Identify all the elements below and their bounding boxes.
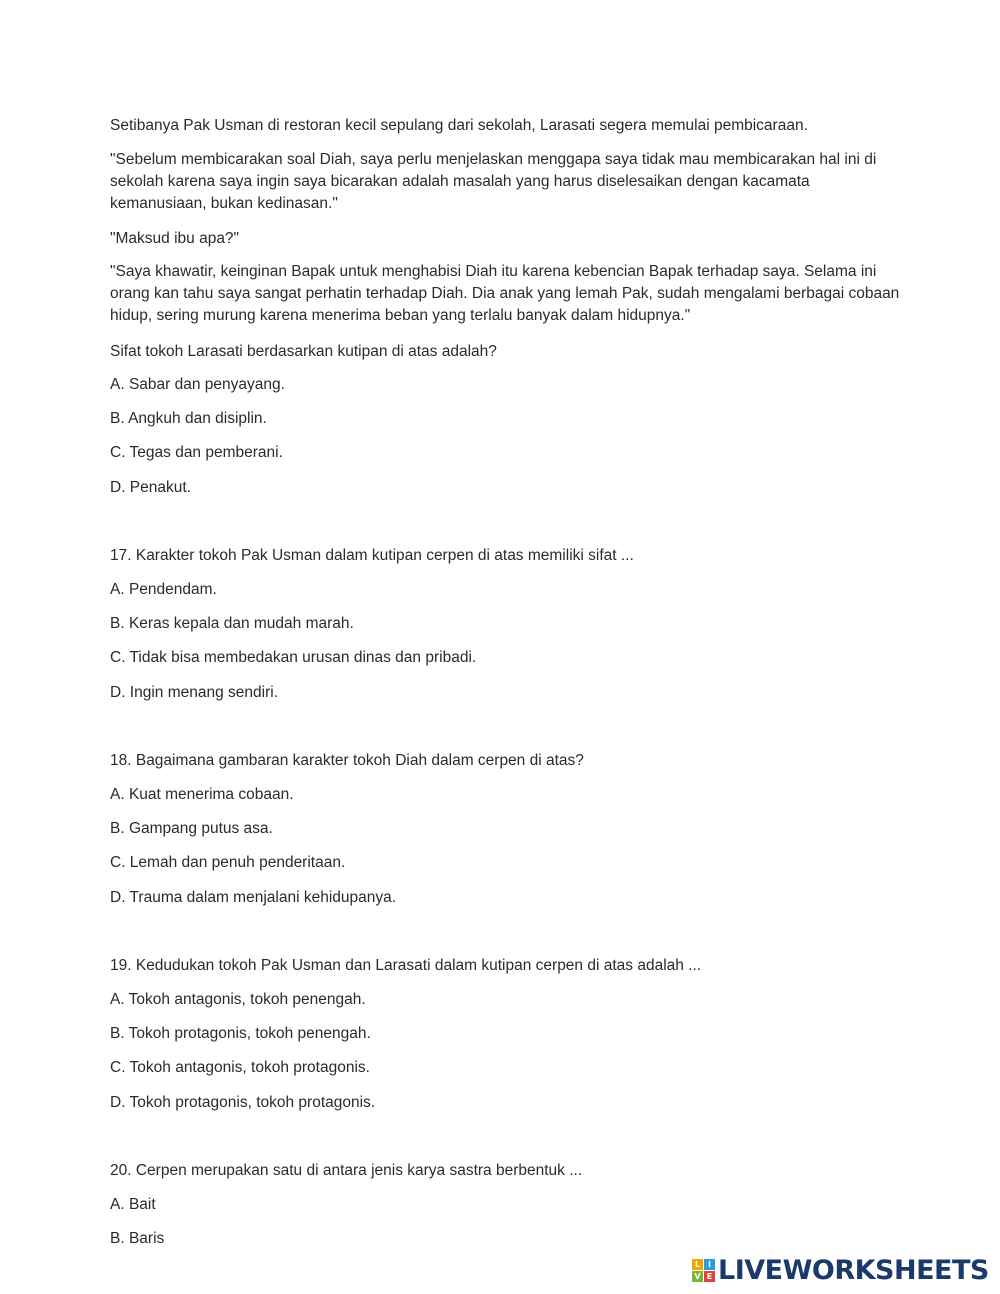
question-16-option-b: B. Angkuh dan disiplin.	[110, 410, 267, 427]
question-18-option-b: B. Gampang putus asa.	[110, 820, 273, 837]
question-20-text: 20. Cerpen merupakan satu di antara jenis karya sastra berbentuk ...	[110, 1162, 583, 1179]
liveworksheets-logo	[692, 1253, 989, 1287]
question-19-option-b: B. Tokoh protagonis, tokoh penengah.	[110, 1025, 371, 1042]
question-16-option-c: C. Tegas dan pemberani.	[110, 444, 283, 461]
question-17-option-a: A. Pendendam.	[110, 581, 217, 598]
question-18-option-a: A. Kuat menerima cobaan.	[110, 786, 294, 803]
logo-letter-v: V	[692, 1271, 703, 1282]
question-19-option-a: A. Tokoh antagonis, tokoh penengah.	[110, 991, 366, 1008]
liveworksheets-logo-text: LIVEWORKSHEETS	[718, 1254, 989, 1286]
question-18-text: 18. Bagaimana gambaran karakter tokoh Diah dalam cerpen di atas?	[110, 752, 584, 769]
story-paragraph-dialogue-1: "Sebelum membicarakan soal Diah, saya perlu menjelaskan menggapa saya tidak mau membicarakan hal ini di sekolah karena saya ingin saya bicarakan adalah masalah yang harus diselesaikan dengan kacamata kemanusiaan, bukan kedinasan."	[110, 151, 877, 212]
question-17-option-d: D. Ingin menang sendiri.	[110, 684, 279, 701]
logo-letter-i: I	[704, 1259, 715, 1270]
question-17-option-c: C. Tidak bisa membedakan urusan dinas dan pribadi.	[110, 649, 477, 666]
question-16-text: Sifat tokoh Larasati berdasarkan kutipan di atas adalah?	[110, 343, 497, 360]
liveworksheets-logo-icon	[692, 1259, 715, 1282]
question-18-option-d: D. Trauma dalam menjalani kehidupanya.	[110, 889, 397, 906]
question-19-option-c: C. Tokoh antagonis, tokoh protagonis.	[110, 1059, 370, 1076]
question-19-text: 19. Kedudukan tokoh Pak Usman dan Larasati dalam kutipan cerpen di atas adalah ...	[110, 957, 702, 974]
story-paragraph-dialogue-2: "Maksud ibu apa?"	[110, 230, 240, 247]
question-16-option-a: A. Sabar dan penyayang.	[110, 376, 285, 393]
logo-letter-e: E	[704, 1271, 715, 1282]
question-17-option-b: B. Keras kepala dan mudah marah.	[110, 615, 354, 632]
question-20-option-b: B. Baris	[110, 1230, 165, 1247]
story-paragraph-dialogue-3: "Saya khawatir, keinginan Bapak untuk menghabisi Diah itu karena kebencian Bapak terhadap saya. Selama ini orang kan tahu saya sangat perhatin terhadap Diah. Dia anak yang lemah Pak, sudah mengalami berbagai cobaan hidup, sering murung karena menerima beban yang terlalu banyak dalam hidupnya."	[110, 263, 900, 324]
story-paragraph-intro: Setibanya Pak Usman di restoran kecil sepulang dari sekolah, Larasati segera memulai pembicaraan.	[110, 117, 808, 134]
question-18-option-c: C. Lemah dan penuh penderitaan.	[110, 854, 346, 871]
question-19-option-d: D. Tokoh protagonis, tokoh protagonis.	[110, 1094, 376, 1111]
question-20-option-a: A. Bait	[110, 1196, 156, 1213]
logo-letter-l: L	[692, 1259, 703, 1270]
question-16-option-d: D. Penakut.	[110, 479, 191, 496]
question-17-text: 17. Karakter tokoh Pak Usman dalam kutipan cerpen di atas memiliki sifat ...	[110, 547, 634, 564]
